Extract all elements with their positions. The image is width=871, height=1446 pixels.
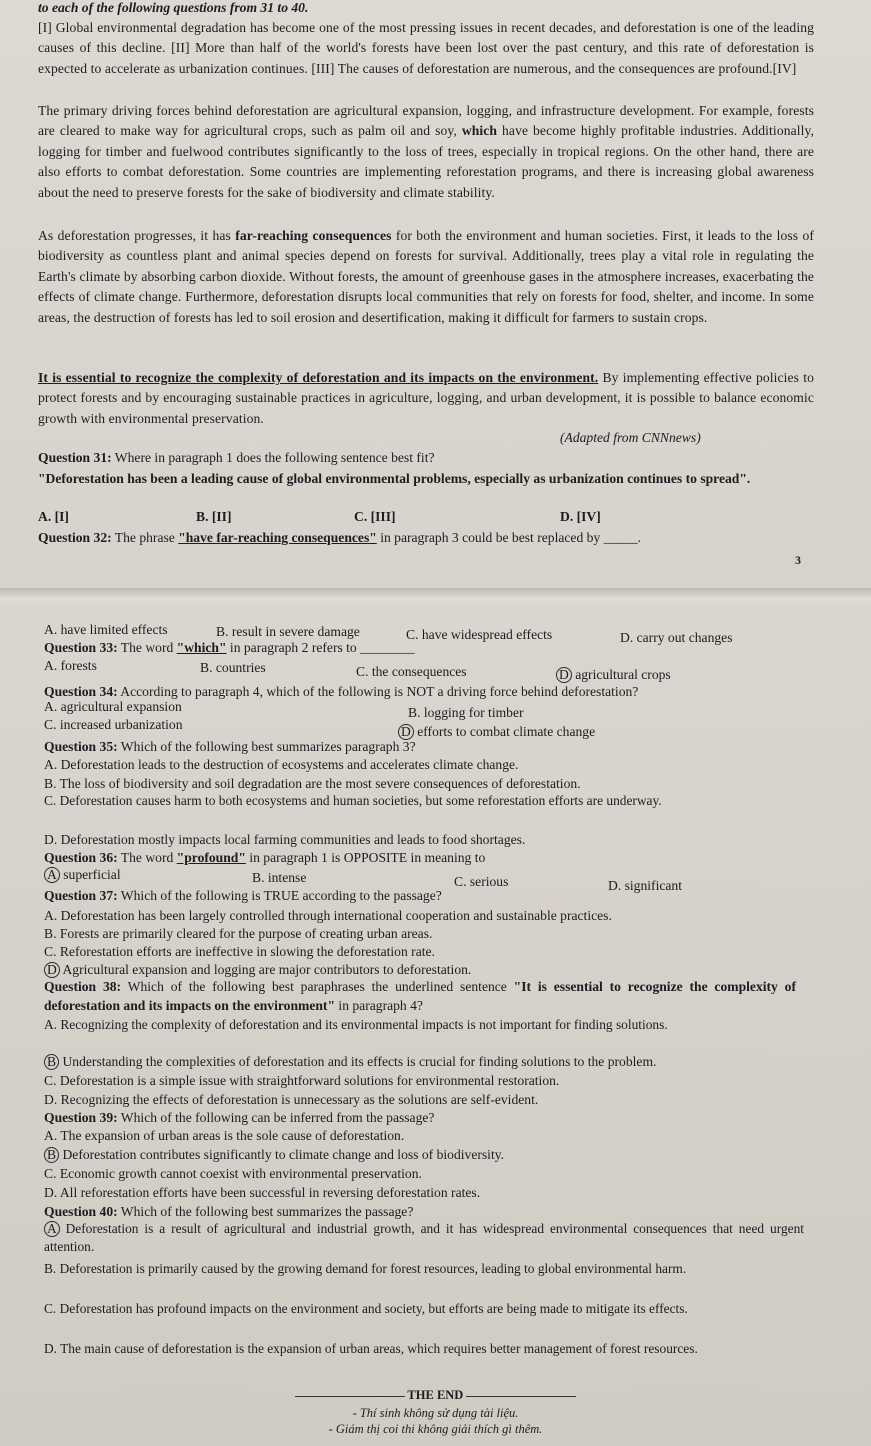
q37-option-b[interactable]: B. Forests are primarily cleared for the purpose of creating urban areas.: [44, 926, 433, 941]
q34-option-c[interactable]: C. increased urbanization: [44, 717, 183, 732]
page-number: 3: [795, 553, 801, 567]
q38-option-c[interactable]: C. Deforestation is a simple issue with straightforward solutions for environmental restoration.: [44, 1073, 560, 1088]
q34-option-b[interactable]: B. logging for timber: [408, 705, 524, 720]
q38-option-d[interactable]: D. Recognizing the effects of deforestation is unnecessary as the solutions are self-evident.: [44, 1092, 539, 1107]
q32-option-c[interactable]: C. have widespread effects: [406, 627, 553, 642]
q33-option-c[interactable]: C. the consequences: [356, 664, 467, 679]
q39-option-a[interactable]: A. The expansion of urban areas is the sole cause of deforestation.: [44, 1128, 405, 1143]
passage-paragraph-1: [I] Global environmental degradation has become one of the most pressing issues in recent decades, and deforestation is one of the leading causes of this decline. [II] More than half of the world's forests have been lost over the past century, and this rate of deforestation is expected to accelerate as urbanization continues. [III] The causes of deforestation are numerous, and the consequences are profound.[IV]: [38, 20, 814, 76]
question-34: Question 34: According to paragraph 4, which of the following is NOT a driving force behind deforestation?: [44, 684, 639, 699]
q40-option-c[interactable]: C. Deforestation has profound impacts on the environment and society, but efforts are being made to mitigate its effects.: [44, 1301, 688, 1316]
answer-mark: A: [44, 1221, 60, 1237]
passage-paragraph-4: It is essential to recognize the complexity of deforestation and its impacts on the environment. By implementing effective policies to protect forests and by encouraging sustainable practices in agriculture, logging, and urban development, it is possible to balance economic growth with environmental preservation.: [38, 370, 815, 426]
answer-mark: D: [556, 667, 572, 683]
the-end: THE END: [0, 1388, 871, 1403]
q35-option-b[interactable]: B. The loss of biodiversity and soil degradation are the most severe consequences of deforestation.: [44, 776, 581, 791]
page-fold: [0, 588, 871, 606]
answer-mark: B: [44, 1147, 59, 1163]
q33-option-d[interactable]: D agricultural crops: [556, 665, 671, 684]
q38-option-a[interactable]: A. Recognizing the complexity of deforestation and its environmental impacts is not important for finding solutions.: [44, 1017, 668, 1032]
q36-option-d[interactable]: D. significant: [608, 878, 682, 893]
question-36: Question 36: The word "profound" in paragraph 1 is OPPOSITE in meaning to: [44, 850, 486, 865]
question-35: Question 35: Which of the following best summarizes paragraph 3?: [44, 739, 416, 754]
question-39: Question 39: Which of the following can be inferred from the passage?: [44, 1110, 435, 1125]
q35-option-c[interactable]: C. Deforestation causes harm to both ecosystems and human societies, but some reforestation efforts are underway.: [44, 793, 662, 808]
q36-option-c[interactable]: C. serious: [454, 874, 509, 889]
q35-option-a[interactable]: A. Deforestation leads to the destruction of ecosystems and accelerates climate change.: [44, 757, 519, 772]
question-37: Question 37: Which of the following is TRUE according to the passage?: [44, 888, 442, 903]
passage-paragraph-3: As deforestation progresses, it has far-reaching consequences for both the environment and human societies. First, it leads to the loss of biodiversity as countless plant and animal species depend on forests for survival. Additionally, trees play a vital role in regulating the Earth's climate by absorbing carbon dioxide. Without forests, the amount of greenhouse gases in the atmosphere increases, exacerbating the effects of climate change. Furthermore, deforestation disrupts local communities that rely on forests for food, shelter, and income. In some areas, the destruction of forests has led to soil erosion and desertification, making it difficult for farmers to sustain crops.: [38, 228, 814, 325]
question-38: Question 38: Which of the following best paraphrases the underlined sentence "It is essential to recognize the complexity of deforestation and its impacts on the environment" in paragraph 4?: [44, 979, 796, 1013]
q37-option-d[interactable]: D Agricultural expansion and logging are major contributors to deforestation.: [44, 960, 471, 979]
question-32: Question 32: The phrase "have far-reaching consequences" in paragraph 3 could be best replaced by _____.: [38, 530, 642, 545]
q40-option-a[interactable]: A Deforestation is a result of agricultural and industrial growth, and it has widespread environmental consequences that need urgent attention.: [44, 1221, 804, 1254]
q31-option-c[interactable]: C. [III]: [354, 509, 396, 524]
q32-option-d[interactable]: D. carry out changes: [620, 630, 733, 645]
q40-option-d[interactable]: D. The main cause of deforestation is the expansion of urban areas, which requires better management of forest resources.: [44, 1341, 698, 1356]
answer-mark: B: [44, 1054, 59, 1070]
passage-source: (Adapted from CNNnews): [560, 430, 701, 445]
q31-quote: "Deforestation has been a leading cause of global environmental problems, especially as urbanization continues to spread".: [38, 471, 751, 486]
q36-option-a[interactable]: A superficial: [44, 865, 121, 884]
q37-option-c[interactable]: C. Reforestation efforts are ineffective in slowing the deforestation rate.: [44, 944, 435, 959]
q31-option-d[interactable]: D. [IV]: [560, 509, 601, 524]
divider: [466, 1396, 576, 1397]
divider: [295, 1396, 405, 1397]
question-31: Question 31: Where in paragraph 1 does the following sentence best fit?: [38, 450, 435, 465]
footer-note-2: - Giám thị coi thi không giải thích gì thêm.: [328, 1422, 543, 1436]
q39-option-b[interactable]: B Deforestation contributes significantly to climate change and loss of biodiversity.: [44, 1145, 504, 1164]
question-33: Question 33: The word "which" in paragraph 2 refers to ________: [44, 640, 415, 655]
q32-option-a[interactable]: A. have limited effects: [44, 622, 168, 637]
question-40: Question 40: Which of the following best summarizes the passage?: [44, 1204, 414, 1219]
q33-option-a[interactable]: A. forests: [44, 658, 97, 673]
q36-option-b[interactable]: B. intense: [252, 870, 307, 885]
q35-option-d[interactable]: D. Deforestation mostly impacts local farming communities and leads to food shortages.: [44, 832, 526, 847]
q31-option-a[interactable]: A. [I]: [38, 509, 69, 524]
q31-option-b[interactable]: B. [II]: [196, 509, 232, 524]
q32-option-b[interactable]: B. result in severe damage: [216, 624, 360, 639]
instruction-header: to each of the following questions from 31 to 40.: [38, 0, 309, 15]
q33-option-b[interactable]: B. countries: [200, 660, 266, 675]
q34-option-a[interactable]: A. agricultural expansion: [44, 699, 182, 714]
passage-paragraph-2: The primary driving forces behind deforestation are agricultural expansion, logging, and infrastructure development. For example, forests are cleared to make way for agricultural crops, such as palm oil and soy, which have become highly profitable industries. Additionally, logging for timber and fuelwood contributes significantly to the loss of trees, especially in tropical regions. On the other hand, there are also efforts to combat deforestation. Some countries are implementing reforestation programs, and there is increasing global awareness about the need to preserve forests for the sake of biodiversity and climate stability.: [38, 103, 815, 200]
q40-option-b[interactable]: B. Deforestation is primarily caused by the growing demand for forest resources, leading to global environmental harm.: [44, 1261, 687, 1276]
q38-option-b[interactable]: B Understanding the complexities of deforestation and its effects is crucial for finding solutions to the problem.: [44, 1052, 656, 1071]
answer-mark: A: [44, 867, 60, 883]
q34-option-d[interactable]: D efforts to combat climate change: [398, 722, 595, 741]
answer-mark: D: [44, 962, 60, 978]
q37-option-a[interactable]: A. Deforestation has been largely controlled through international cooperation and sustainable practices.: [44, 908, 612, 923]
answer-mark: D: [398, 724, 414, 740]
q39-option-d[interactable]: D. All reforestation efforts have been successful in reversing deforestation rates.: [44, 1185, 481, 1200]
footer-note-1: - Thí sinh không sử dụng tài liệu.: [352, 1406, 519, 1420]
q39-option-c[interactable]: C. Economic growth cannot coexist with environmental preservation.: [44, 1166, 422, 1181]
